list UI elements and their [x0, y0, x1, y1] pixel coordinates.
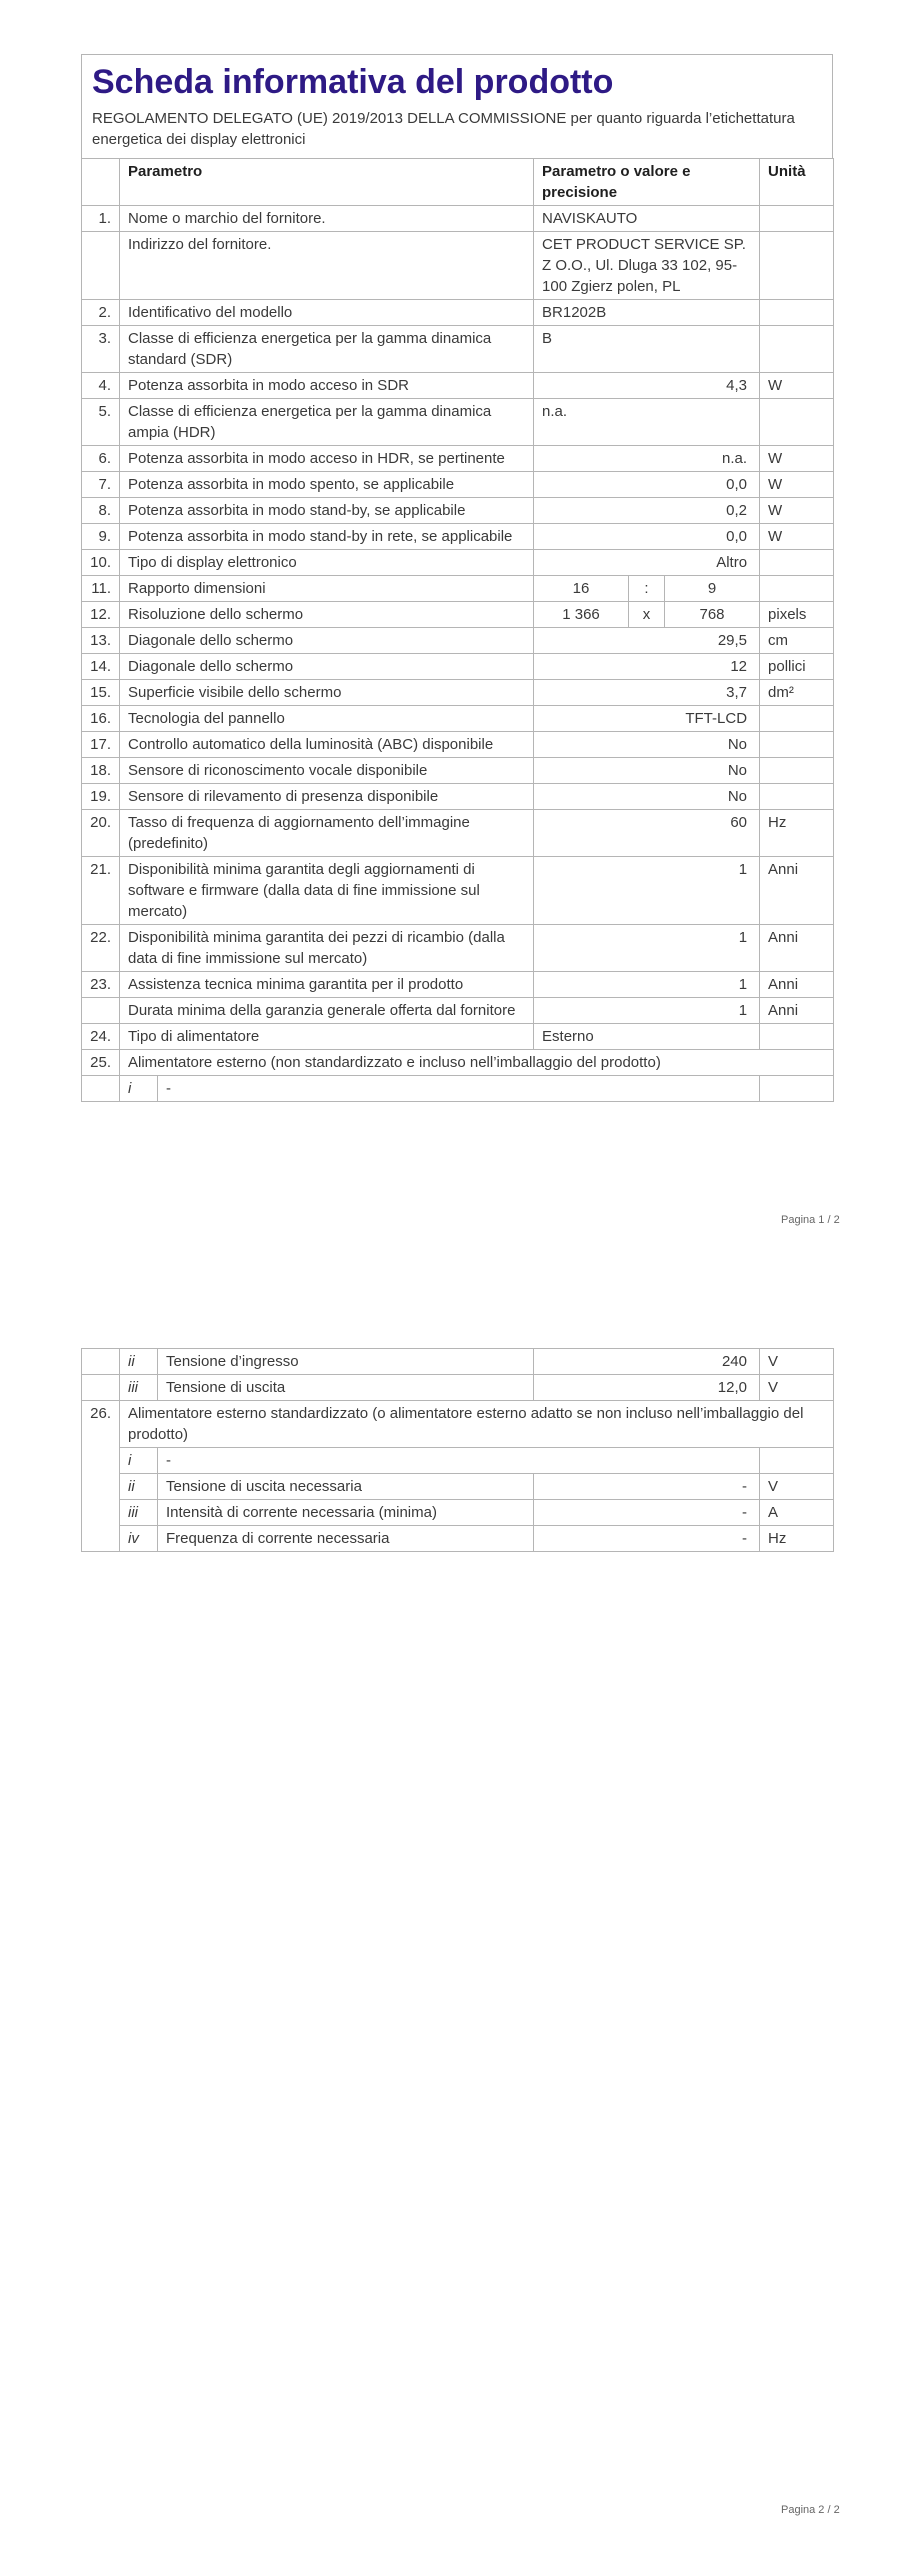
table-row: 5. Classe di efficienza energetica per la gamma dinamica ampia (HDR) n.a. — [82, 399, 834, 446]
page-1 — [81, 54, 833, 1102]
header-unit: Unità — [760, 159, 834, 206]
table-row: 10. Tipo di display elettronico Altro — [82, 550, 834, 576]
table-row: i - — [82, 1448, 834, 1474]
table-row: 23. Assistenza tecnica minima garantita per il prodotto 1 Anni — [82, 972, 834, 998]
product-info-table — [81, 158, 834, 1102]
table-row: 25. Alimentatore esterno (non standardizzato e incluso nell’imballaggio del prodotto) — [82, 1050, 834, 1076]
table-row: 26. Alimentatore esterno standardizzato (o alimentatore esterno adatto se non incluso nell’imballaggio del prodotto) — [82, 1401, 834, 1448]
table-row: 19. Sensore di rilevamento di presenza disponibile No — [82, 784, 834, 810]
page-number-1: Pagina 1 / 2 — [781, 1214, 840, 1226]
product-info-table-continued — [81, 1348, 834, 1552]
table-row: i - — [82, 1076, 834, 1102]
table-row: Durata minima della garanzia generale offerta dal fornitore 1 Anni — [82, 998, 834, 1024]
table-row: 7. Potenza assorbita in modo spento, se applicabile 0,0 W — [82, 472, 834, 498]
table-row: 9. Potenza assorbita in modo stand-by in rete, se applicabile 0,0 W — [82, 524, 834, 550]
table-row: 14. Diagonale dello schermo 12 pollici — [82, 654, 834, 680]
document-subtitle: REGOLAMENTO DELEGATO (UE) 2019/2013 DELLA COMMISSIONE per quanto riguarda l’etichettatura energetica dei display elettronici — [92, 110, 795, 148]
table-row: 6. Potenza assorbita in modo acceso in HDR, se pertinente n.a. W — [82, 446, 834, 472]
table-row: 16. Tecnologia del pannello TFT-LCD — [82, 706, 834, 732]
table-row: iii Intensità di corrente necessaria (minima) - A — [82, 1500, 834, 1526]
table-row: 21. Disponibilità minima garantita degli aggiornamenti di software e firmware (dalla data di fine immissione sul mercato) 1 Anni — [82, 857, 834, 925]
table-row: 1. Nome o marchio del fornitore. NAVISKAUTO — [82, 206, 834, 232]
table-row: 24. Tipo di alimentatore Esterno — [82, 1024, 834, 1050]
table-row: 20. Tasso di frequenza di aggiornamento dell’immagine (predefinito) 60 Hz — [82, 810, 834, 857]
header-value: Parametro o valore e precisione — [534, 159, 760, 206]
table-row: Indirizzo del fornitore. CET PRODUCT SERVICE SP. Z O.O., Ul. Dluga 33 102, 95-100 Zgierz polen, PL — [82, 232, 834, 300]
table-row: 4. Potenza assorbita in modo acceso in SDR 4,3 W — [82, 373, 834, 399]
table-row: ii Tensione d’ingresso 240 V — [82, 1349, 834, 1375]
table-row: 18. Sensore di riconoscimento vocale disponibile No — [82, 758, 834, 784]
table-row: 12. Risoluzione dello schermo 1 366 x 768 pixels — [82, 602, 834, 628]
table-row: ii Tensione di uscita necessaria - V — [82, 1474, 834, 1500]
table-row: 13. Diagonale dello schermo 29,5 cm — [82, 628, 834, 654]
header-param: Parametro — [120, 159, 534, 206]
table-row: iv Frequenza di corrente necessaria - Hz — [82, 1526, 834, 1552]
table-row: 3. Classe di efficienza energetica per la gamma dinamica standard (SDR) B — [82, 326, 834, 373]
table-row: 22. Disponibilità minima garantita dei pezzi di ricambio (dalla data di fine immissione sul mercato) 1 Anni — [82, 925, 834, 972]
table-row: 2. Identificativo del modello BR1202B — [82, 300, 834, 326]
table-row: iii Tensione di uscita 12,0 V — [82, 1375, 834, 1401]
table-row: 17. Controllo automatico della luminosità (ABC) disponibile No — [82, 732, 834, 758]
table-header-row — [82, 159, 834, 206]
document-title: Scheda informativa del prodotto — [92, 63, 614, 101]
table-row: 15. Superficie visibile dello schermo 3,7 dm² — [82, 680, 834, 706]
table-row: 11. Rapporto dimensioni 16 : 9 — [82, 576, 834, 602]
page-2 — [81, 1348, 833, 1552]
table-row: 8. Potenza assorbita in modo stand-by, se applicabile 0,2 W — [82, 498, 834, 524]
document-header — [81, 54, 833, 158]
page-number-2: Pagina 2 / 2 — [781, 2504, 840, 2516]
